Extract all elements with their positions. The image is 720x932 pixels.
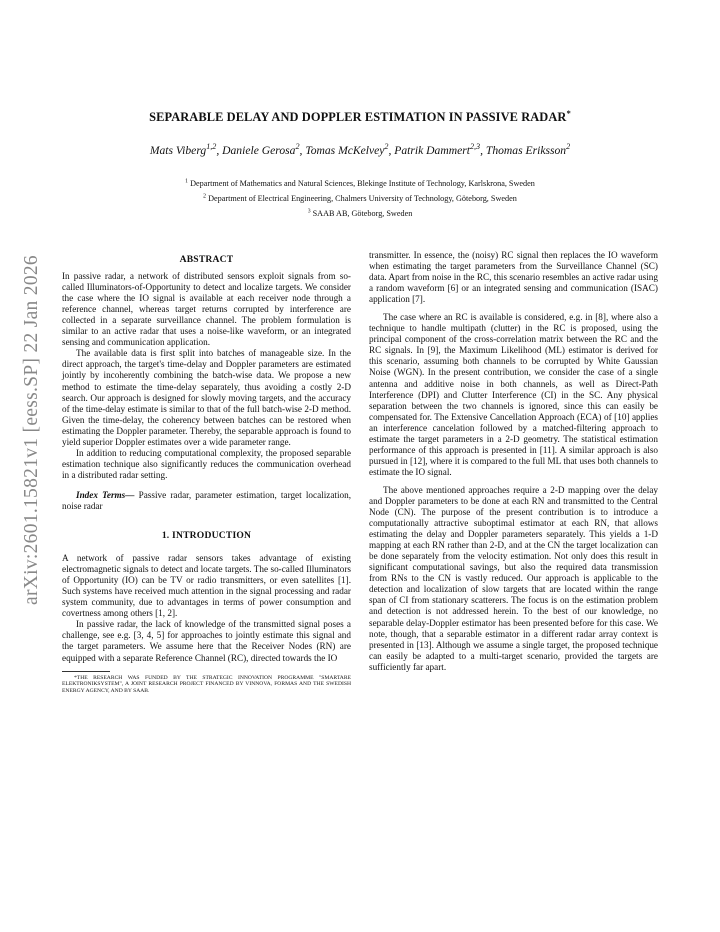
arxiv-id: arXiv:2601.15821v1 [eess.SP] 22 Jan 2026	[21, 255, 42, 605]
footnote-rule	[62, 671, 110, 672]
author: Thomas Eriksson$^2$	[485, 142, 571, 157]
body-paragraph: The case where an RC is available is considered, e.g. in [8], where also a technique to handle multipath (clutter) in the RC is proposed, using the principal component of the cross-correlation matrix between the RC and the RC signals. In [9], the Maximum Likelihood (ML) estimator is derived for this scenario, assuming both channels to be corrupted by White Gaussian Noise (WGN). In the present contribution, we consider the case of a single antenna and additive noise in both channels, as well as Direct-Path Interference (DPI) and Clutter Interference (CI) in the SC. Any physical separation between the two channels is ignored, since this can easily be compensated for. The Extensive Cancellation Approach (ECA) of [10] applies an interference cancelation followed by a matched-filtering approach to estimate the target parameters in a 2-D geometry. The statistical estimation performance of this approach is presented in [11]. A similar approach is also pursued in [12], where it is compared to the full ML that uses both channels to estimate the IO signal.	[369, 312, 658, 477]
body-paragraph: transmitter. In essence, the (noisy) RC signal then replaces the IO waveform when estimating the target parameters from the Surveillance Channel (SC) data. Apart from noise in the RC, this scenario resembles an active radar using a random waveform [6] or an integrated sensing and communication (ISAC) application [7].	[369, 250, 658, 305]
author: Tomas McKelvey$^2$,	[305, 142, 395, 157]
left-column	[62, 250, 351, 694]
abstract-paragraph: In addition to reducing computational complexity, the proposed separable estimation technique also significantly reduces the communication overhead in a distributed radar setting.	[62, 447, 351, 480]
index-terms-text: Passive radar, parameter estimation, target localization, noise radar	[62, 489, 351, 511]
abstract-paragraph: In passive radar, a network of distributed sensors exploit signals from so-called Illuminators-of-Opportunity to detect and localize targets. We consider the case where the IO signal is available at each receiver node through a reference channel, whereas target returns corrupted by interference are collected in a separate surveillance channel. The problem formulation is similar to an active radar that uses a noise-like waveform, or an integrated sensing and communication application.	[62, 271, 351, 348]
index-terms	[62, 490, 351, 512]
title-footnote-mark: *	[566, 107, 571, 118]
affiliation: $^2$ Department of Electrical Engineering, Chalmers University of Technology, Göteborg, Sweden	[203, 193, 517, 203]
author: Mats Viberg$^{1,2}$,	[149, 142, 223, 157]
author: Patrik Dammert$^{2,3}$,	[394, 142, 486, 157]
funding-footnote: *THE RESEARCH WAS FUNDED BY THE STRATEGIC INNOVATION PROGRAMME "SMARTARE ELEKTRONIKSYSTEM", A JOINT RESEARCH PROJECT FINANCED BY VINNOVA, FORMAS AND THE SWEDISH ENERGY AGENCY, AND BY SAAB.	[62, 674, 351, 694]
paper-title	[62, 107, 658, 125]
index-terms-label: Index Terms—	[76, 489, 135, 500]
introduction-heading: 1. INTRODUCTION	[161, 530, 252, 542]
arxiv-stamp	[12, 200, 52, 660]
abstract-paragraph: The available data is first split into batches of manageable size. In the direct approach, the target's time-delay and Doppler parameters are estimated jointly by incoherently combining the batch-wise data. We propose a new method to estimate the time-delay separately, thus avoiding a costly 2-D search. Our approach is designed for slowly moving targets, and the accuracy of the time-delay estimate is similar to that of the full batch-wise 2-D method. Given the time-delay, the coherency between batches can be restored when estimating the Doppler parameter. Thereby, the separable approach is found to yield superior Doppler estimates over a wide parameter range.	[62, 348, 351, 447]
affiliation: $^1$ Department of Mathematics and Natural Sciences, Blekinge Institute of Technology, Karlskrona, Sweden	[185, 178, 535, 188]
author-list	[62, 144, 658, 157]
right-column	[369, 250, 658, 673]
affiliation: $^3$ SAAB AB, Göteborg, Sweden	[307, 208, 413, 218]
abstract-heading: ABSTRACT	[179, 254, 234, 265]
intro-paragraph: In passive radar, the lack of knowledge of the transmitted signal poses a challenge, see e.g. [3, 4, 5] for approaches to jointly estimate this signal and the target parameters. We assume here that the Receiver Nodes (RN) are equipped with a separate Reference Channel (RC), directed towards the IO	[62, 619, 351, 663]
author: Daniele Gerosa$^2$,	[222, 142, 306, 157]
intro-paragraph: A network of passive radar sensors takes advantage of existing electromagnetic signals to detect and locate targets. The so-called Illuminators of Opportunity (IO) can be TV or radio transmitters, or even satellites [1]. Such systems have received much attention in the signal processing and radar system community, due to advantages in terms of power consumption and covertness among others [1, 2].	[62, 553, 351, 619]
title-text: SEPARABLE DELAY AND DOPPLER ESTIMATION IN PASSIVE RADAR	[149, 110, 567, 124]
body-paragraph: The above mentioned approaches require a 2-D mapping over the delay and Doppler parameters to be done at each RN and transmitted to the Central Node (CN). The purpose of the present contribution is to introduce a computationally attractive suboptimal estimator at each RN, that allows estimating the delay and Doppler parameters separately. This yields a 1-D mapping at each RN rather than 2-D, and at the CN the target localization can be done separately from the velocity estimation. Not only does this result in significant computational savings, but also the required data transmission from RNs to the CN is vastly reduced. Our approach is applicable to the detection and localization of slow targets that are located within the range span of CI from stationary scatterers. The focus is on the estimation problem and detection is not addressed herein. To the best of our knowledge, no separable delay-Doppler estimator has been presented before for this case. We note, though, that a separable estimator in a different radar array context is presented in [13]. Although we assume a single target, the proposed technique can easily be adapted to a multi-target scenario, provided the targets are sufficiently far apart.	[369, 484, 658, 672]
